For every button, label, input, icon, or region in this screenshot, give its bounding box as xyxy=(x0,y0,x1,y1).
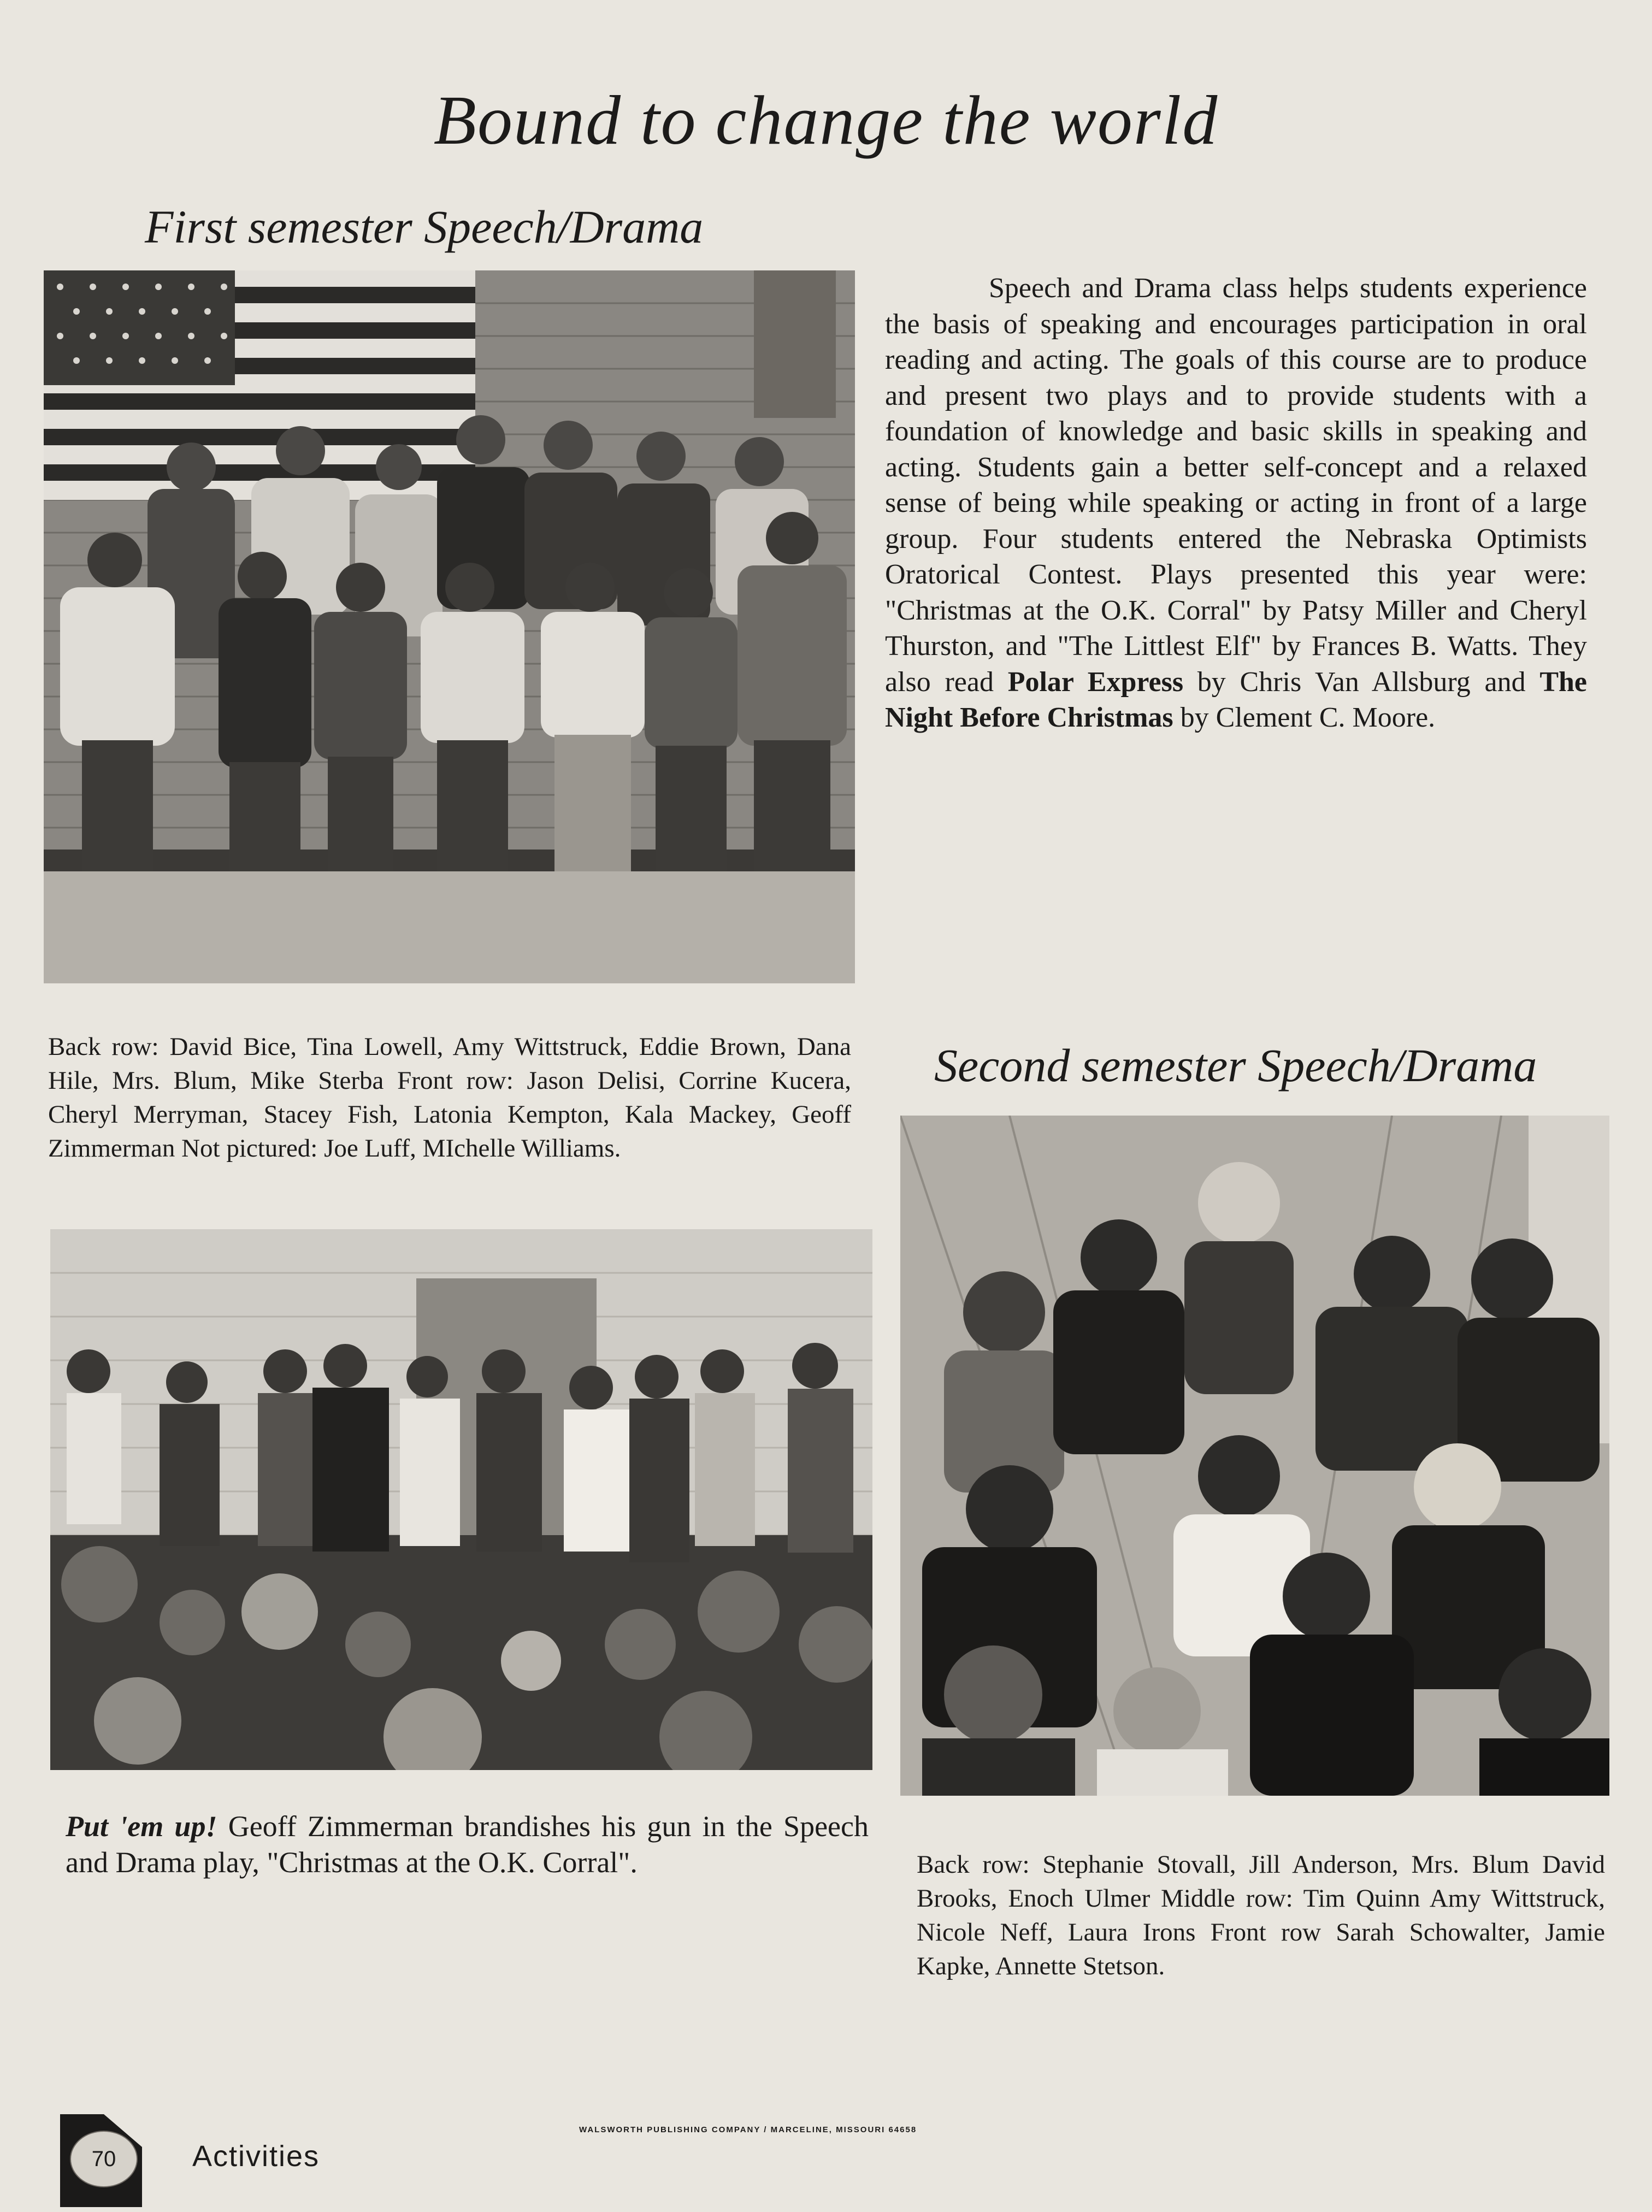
article-text xyxy=(885,270,1587,736)
page-title: Bound to change the world xyxy=(433,81,1219,159)
book-title-night-before-christmas: The Night Before Christmas xyxy=(885,666,1587,733)
play-caption xyxy=(66,1808,869,1880)
second-group-caption: Back row: Stephanie Stovall, Jill Anderson, Mrs. Blum David Brooks, Enoch Ulmer Middle row: Tim Quinn Amy Wittstruck, Nicole Neff, Laura Irons Front row Sarah Schowalter, Jamie Kapke, Annette Stetson. xyxy=(917,1850,1605,1980)
article-text-part3: by Clement C. Moore. xyxy=(1173,702,1436,733)
article-text-part2: by Chris Van Allsburg and xyxy=(1183,666,1540,698)
second-semester-group-photo xyxy=(900,1116,1609,1796)
section-label: Activities xyxy=(192,2140,320,2173)
page-number: 70 xyxy=(70,2131,138,2187)
play-photo xyxy=(50,1229,872,1770)
second-semester-heading: Second semester Speech/Drama xyxy=(934,1039,1537,1092)
stage-photo-icon xyxy=(50,1229,872,1770)
group-photo-icon xyxy=(900,1116,1609,1796)
first-group-caption: Back row: David Bice, Tina Lowell, Amy Wittstruck, Eddie Brown, Dana Hile, Mrs. Blum, Mike Sterba Front row: Jason Delisi, Corrine Kucera, Cheryl Merryman, Stacey Fish, Latonia Kempton, Kala Mackey, Geoff Zimmerman Not pictured: Joe Luff, MIchelle Williams. xyxy=(48,1033,851,1163)
first-semester-heading: First semester Speech/Drama xyxy=(145,200,704,253)
book-title-polar-express: Polar Express xyxy=(1007,666,1184,698)
play-caption-lead: Put 'em up! xyxy=(66,1810,217,1843)
group-photo-icon xyxy=(44,270,855,983)
publisher-imprint: WALSWORTH PUBLISHING COMPANY / MARCELINE, MISSOURI 64658 xyxy=(579,2125,917,2134)
article-text-part1: Speech and Drama class helps students experience the basis of speaking and encourages participation in oral reading and acting. The goals of this course are to produce and present two plays and to provide students with a foundation of knowledge and basic skills in speaking and acting. Students gain a better self-concept and a relaxed sense of being while speaking or acting in front of a large group. Four students entered the Nebraska Optimists Oratorical Contest. Plays presented this year were: "Christmas at the O.K. Corral" by Patsy Miller and Cheryl Thurston, and "The Littlest Elf" by Frances B. Watts. They also read xyxy=(885,273,1587,698)
first-semester-group-photo xyxy=(44,270,855,983)
play-caption-text: Geoff Zimmerman brandishes his gun in the Speech and Drama play, "Christmas at the O.K. Corral". xyxy=(66,1810,869,1879)
